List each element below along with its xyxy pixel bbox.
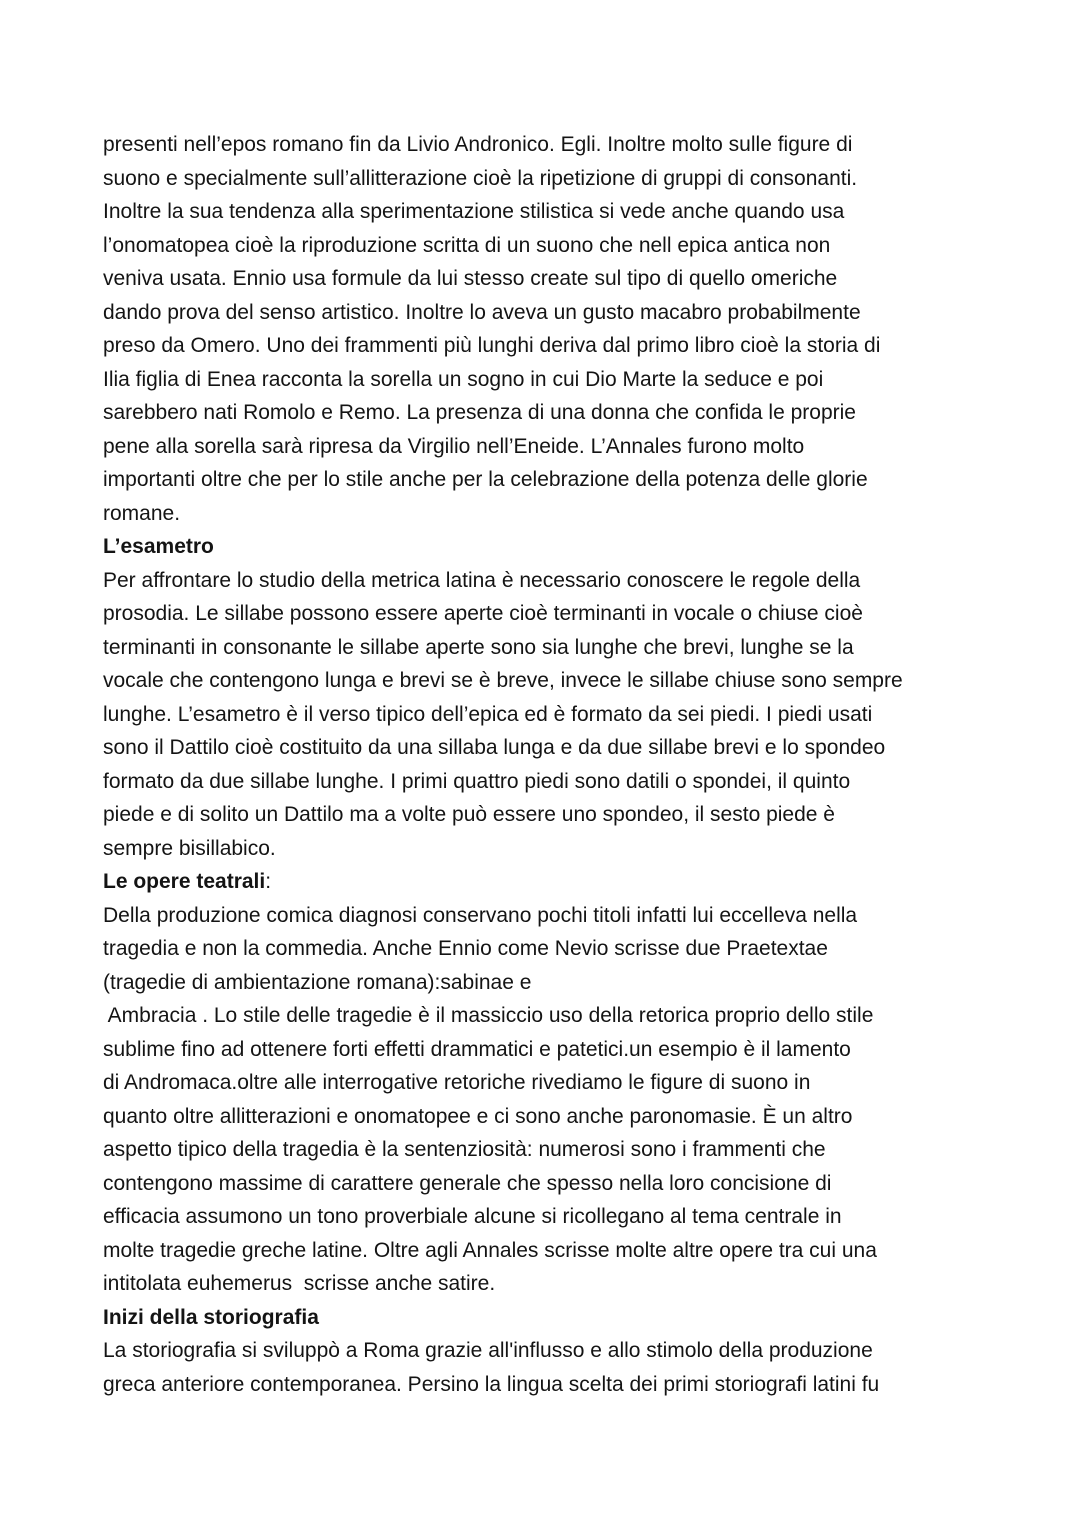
paragraph-teatrali — [103, 899, 1003, 1301]
text-line: efficacia assumono un tono proverbiale alcune si ricollegano al tema centrale in — [103, 1205, 842, 1228]
text-line: l’onomatopea cioè la riproduzione scritta di un suono che nell epica antica non — [103, 233, 831, 257]
text-line: tragedia e non la commedia. Anche Ennio come Nevio scrisse due Praetextae — [103, 937, 828, 960]
text-line: lunghe. L’esametro è il verso tipico dell’epica ed è formato da sei piedi. I piedi usati — [103, 702, 873, 726]
text-line: prosodia. Le sillabe possono essere aperte cioè terminanti in vocale o chiuse cioè — [103, 602, 863, 625]
text-line: (tragedie di ambientazione romana):sabinae e — [103, 970, 532, 994]
text-line: pene alla sorella sarà ripresa da Virgilio nell’Eneide. L’Annales furono molto — [103, 434, 805, 458]
text-line: contengono massime di carattere generale che spesso nella loro concisione di — [103, 1171, 832, 1195]
text-line: sublime fino ad ottenere forti effetti drammatici e patetici.un esempio è il lamento — [103, 1037, 851, 1061]
paragraph-storiografia — [103, 1334, 1003, 1401]
text-line: importanti oltre che per lo stile anche per la celebrazione della potenza delle glorie — [103, 468, 868, 491]
document-body — [103, 128, 1003, 1401]
text-line: sono il Dattilo cioè costituito da una sillaba lunga e da due sillabe brevi e lo spondeo — [103, 736, 886, 759]
paragraph-esametro — [103, 564, 1003, 866]
text-line: vocale che contengono lunga e brevi se è breve, invece le sillabe chiuse sono sempre — [103, 669, 903, 692]
heading-storiografia: Inizi della storiografia — [103, 1305, 319, 1329]
text-line: aspetto tipico della tragedia è la sentenziosità: numerosi sono i frammenti che — [103, 1138, 826, 1161]
text-line: molte tragedie greche latine. Oltre agli Annales scrisse molte altre opere tra cui una — [103, 1238, 877, 1262]
text-line: preso da Omero. Uno dei frammenti più lunghi deriva dal primo libro cioè la storia di — [103, 334, 881, 357]
text-line: dando prova del senso artistico. Inoltre lo aveva un gusto macabro probabilmente — [103, 300, 861, 324]
text-line: La storiografia si sviluppò a Roma grazie all'influsso e allo stimolo della produzione — [103, 1339, 873, 1362]
text-line: Inoltre la sua tendenza alla sperimentazione stilistica si vede anche quando usa — [103, 200, 845, 223]
heading-esametro: L’esametro — [103, 535, 214, 558]
text-line: Della produzione comica diagnosi conservano pochi titoli infatti lui eccelleva nella — [103, 903, 858, 927]
text-line: veniva usata. Ennio usa formule da lui stesso create sul tipo di quello omeriche — [103, 267, 838, 290]
text-line: sempre bisillabico. — [103, 836, 276, 860]
text-line: formato da due sillabe lunghe. I primi quattro piedi sono datili o spondei, il quinto — [103, 769, 851, 793]
heading-colon: : — [265, 870, 272, 893]
text-line: intitolata euhemerus scrisse anche satire. — [103, 1272, 496, 1295]
text-line: sarebbero nati Romolo e Remo. La presenza di una donna che confida le proprie — [103, 401, 856, 424]
text-line: presenti nell’epos romano fin da Livio Andronico. Egli. Inoltre molto sulle figure di — [103, 133, 853, 156]
text-line: Per affrontare lo studio della metrica latina è necessario conoscere le regole della — [103, 568, 861, 592]
text-line: suono e specialmente sull’allitterazione cioè la ripetizione di gruppi di consonanti. — [103, 166, 858, 190]
text-line: terminanti in consonante le sillabe aperte sono sia lunghe che brevi, lunghe se la — [103, 635, 854, 659]
text-line: piede e di solito un Dattilo ma a volte può essere uno spondeo, il sesto piede è — [103, 803, 835, 826]
heading-opere-teatrali: Le opere teatrali — [103, 870, 266, 893]
text-line: greca anteriore contemporanea. Persino la lingua scelta dei primi storiografi latini fu — [103, 1372, 880, 1396]
text-line: di Andromaca.oltre alle interrogative retoriche rivediamo le figure di suono in — [103, 1071, 811, 1094]
text-line: Ilia figlia di Enea racconta la sorella un sogno in cui Dio Marte la seduce e poi — [103, 367, 824, 391]
heading-opere-teatrali-line — [103, 865, 1003, 899]
text-line: Ambracia . Lo stile delle tragedie è il massiccio uso della retorica proprio dello stile — [103, 1004, 874, 1027]
text-line: romane. — [103, 501, 181, 525]
text-line: quanto oltre allitterazioni e onomatopee e ci sono anche paronomasie. È un altro — [103, 1104, 853, 1128]
paragraph-epos — [103, 128, 1003, 530]
